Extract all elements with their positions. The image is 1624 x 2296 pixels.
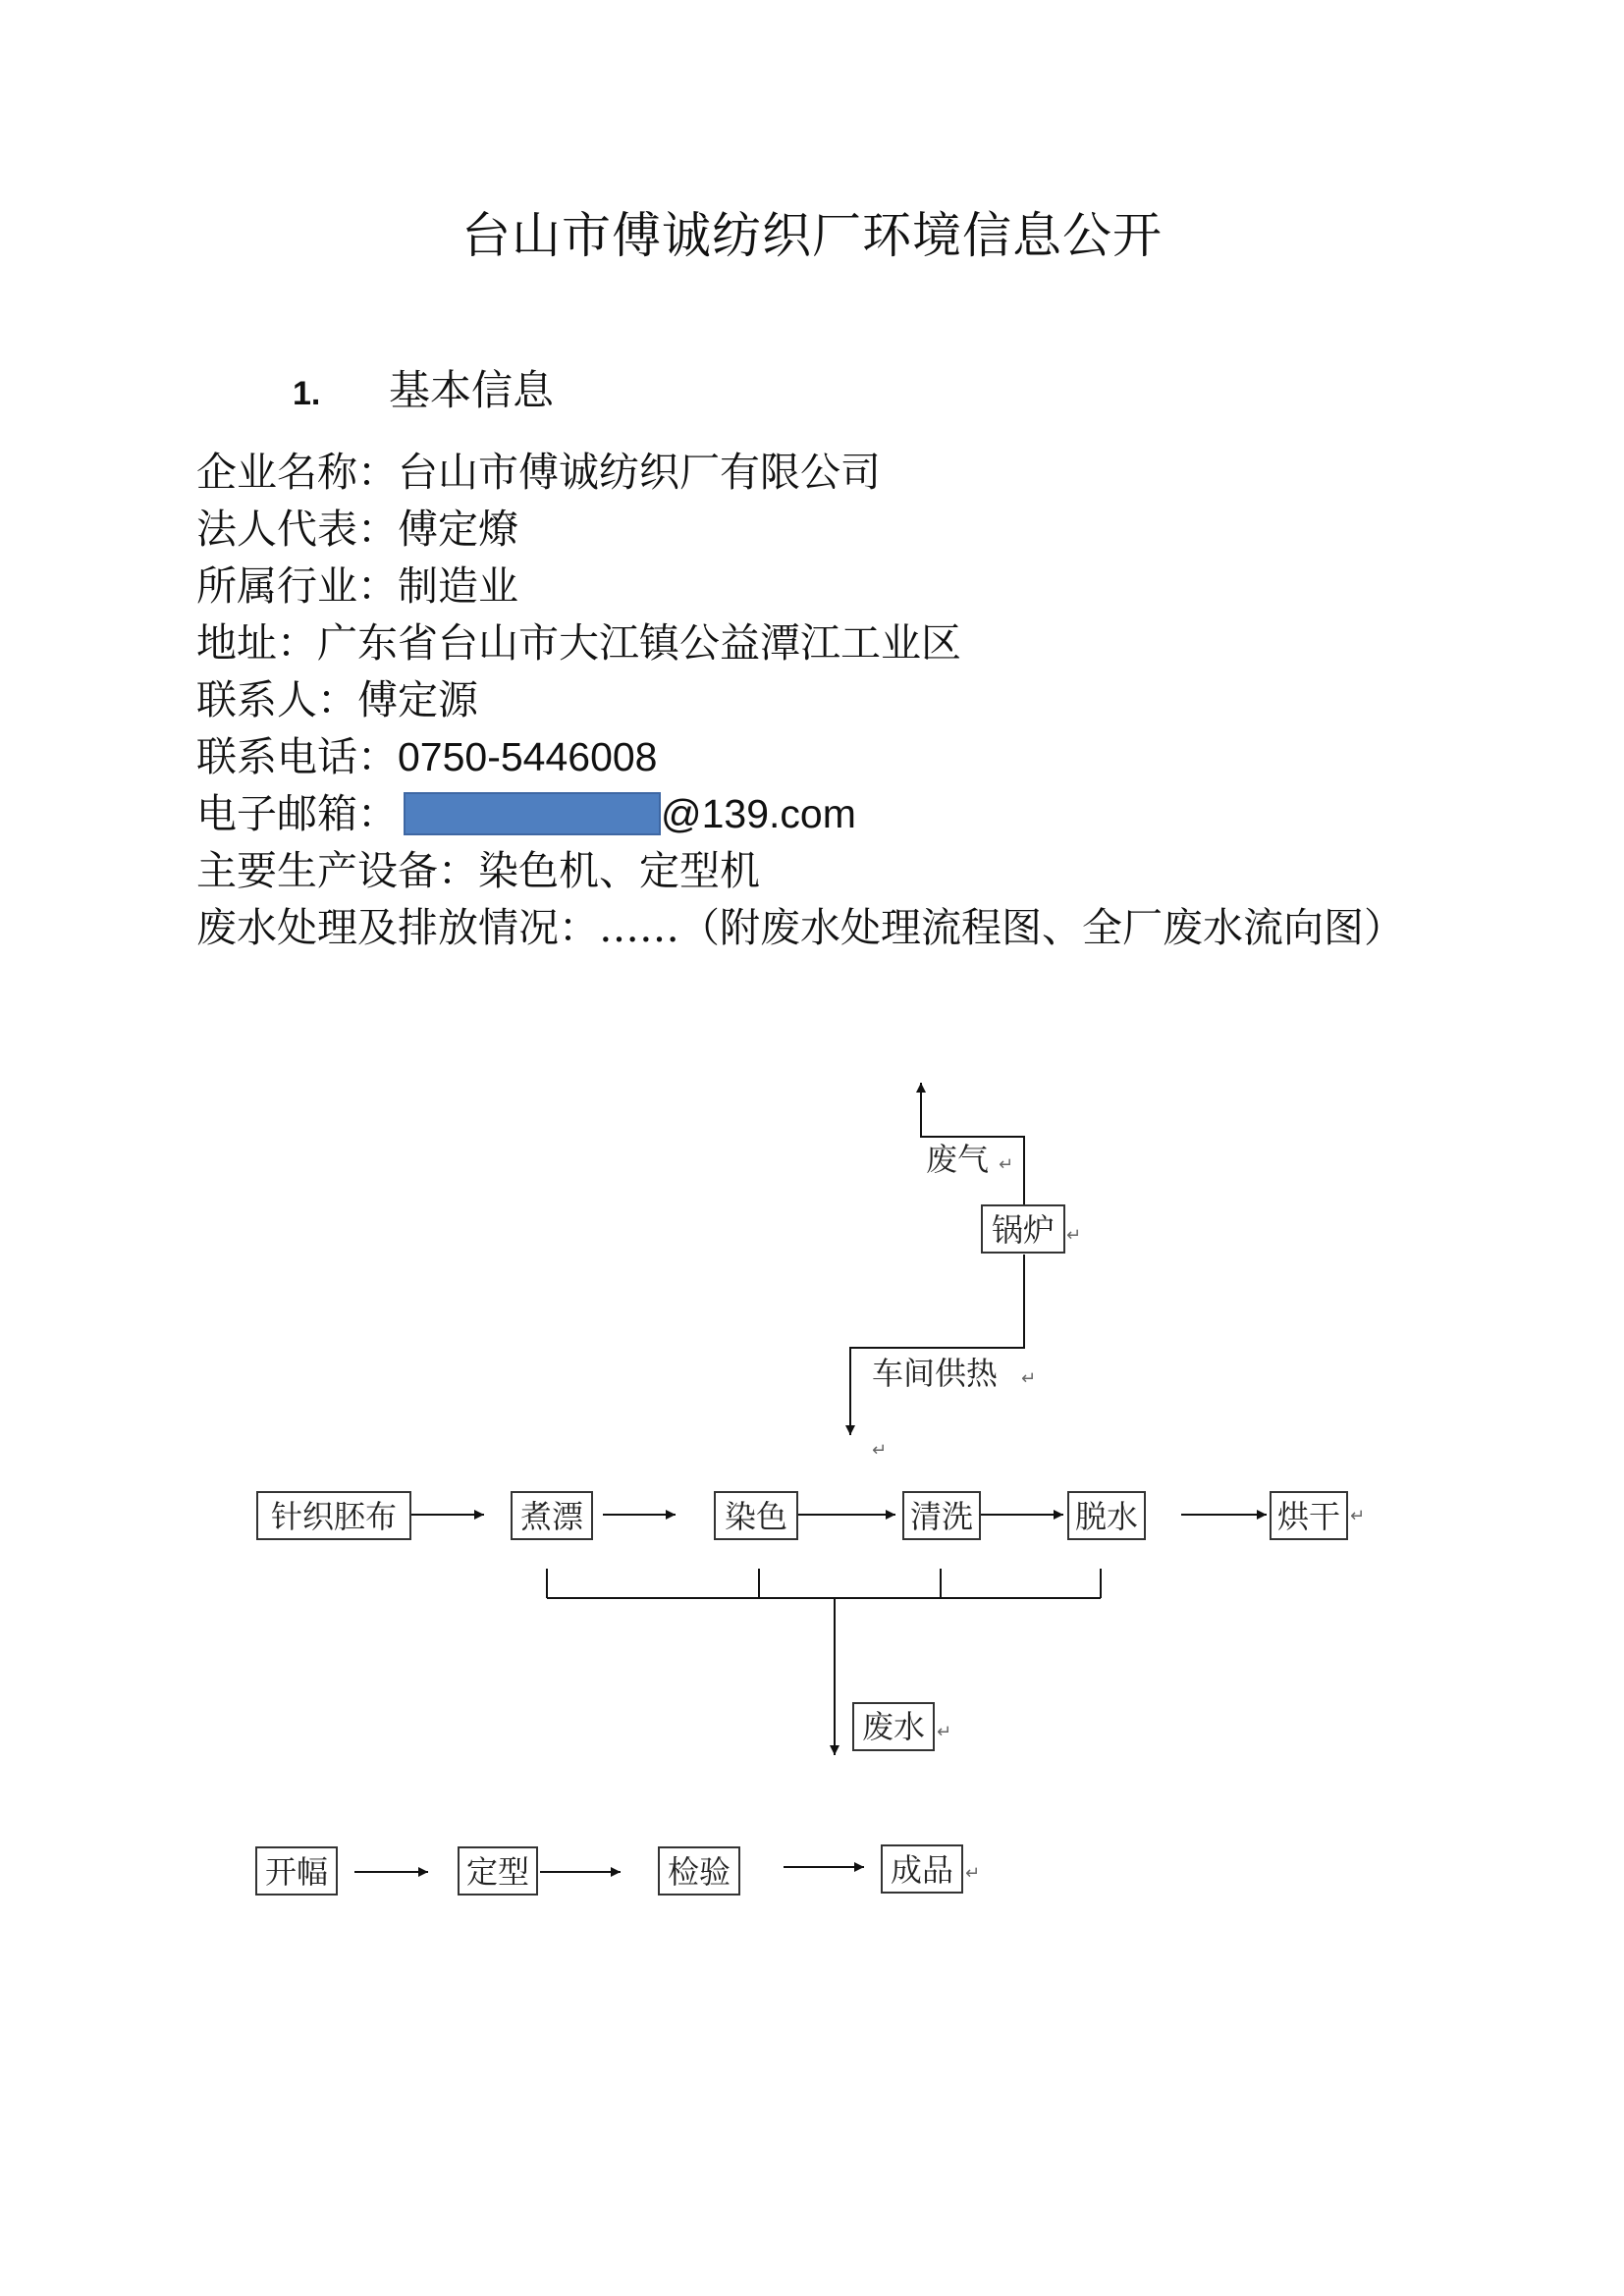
email-label: 电子邮箱： (196, 790, 398, 837)
return-mark: ↵ (999, 1154, 1014, 1175)
industry-label: 所属行业： (196, 562, 398, 610)
wastewater-label: 废水 (861, 1708, 926, 1745)
address-label: 地址： (196, 619, 317, 667)
return-mark: ↵ (1350, 1506, 1366, 1526)
email-suffix: @139.com (661, 791, 856, 836)
company-label: 企业名称： (196, 449, 398, 496)
process-label-2: 煮漂 (519, 1498, 584, 1535)
equipment-label: 主要生产设备： (196, 847, 478, 894)
industry-value: 制造业 (398, 562, 518, 610)
phone-value: 0750-5446008 (398, 734, 658, 779)
address-value: 广东省台山市大江镇公益潭江工业区 (317, 619, 961, 667)
return-mark: ↵ (965, 1863, 981, 1884)
return-mark: ↵ (1021, 1368, 1037, 1389)
heating-arrow (850, 1255, 1024, 1435)
page-title: 台山市傅诚纺织厂环境信息公开 (461, 207, 1163, 264)
section-title: 基本信息 (389, 366, 555, 414)
heating-label: 车间供热 (872, 1355, 999, 1392)
legal-label: 法人代表： (196, 506, 398, 553)
contact-label: 联系人： (196, 676, 357, 723)
wastewater-value: ……（附废水处理流程图、全厂废水流向图） (599, 904, 1404, 951)
section-number: 1. (293, 375, 321, 412)
return-mark: ↵ (872, 1440, 888, 1461)
wastewater-label: 废水处理及排放情况： (196, 904, 599, 951)
boiler-label: 锅炉 (991, 1211, 1056, 1249)
equipment-value: 染色机、定型机 (478, 847, 760, 894)
process-label-9: 检验 (667, 1853, 731, 1891)
process-label-3: 染色 (724, 1498, 788, 1535)
process-label-6: 烘干 (1276, 1498, 1341, 1535)
legal-value: 傅定燎 (398, 506, 518, 553)
process-label-4: 清洗 (909, 1498, 974, 1535)
process-label-5: 脱水 (1074, 1498, 1139, 1535)
company-value: 台山市傅诚纺织厂有限公司 (398, 449, 881, 496)
contact-value: 傅定源 (357, 676, 478, 723)
process-label-8: 定型 (465, 1853, 530, 1891)
phone-label: 联系电话： (196, 733, 398, 780)
process-label-1: 针织胚布 (270, 1498, 398, 1535)
return-mark: ↵ (1066, 1225, 1082, 1246)
process-label-7: 开幅 (264, 1853, 329, 1891)
process-label-10: 成品 (890, 1851, 954, 1889)
exhaust-label: 废气 (926, 1141, 990, 1178)
return-mark: ↵ (937, 1722, 952, 1742)
